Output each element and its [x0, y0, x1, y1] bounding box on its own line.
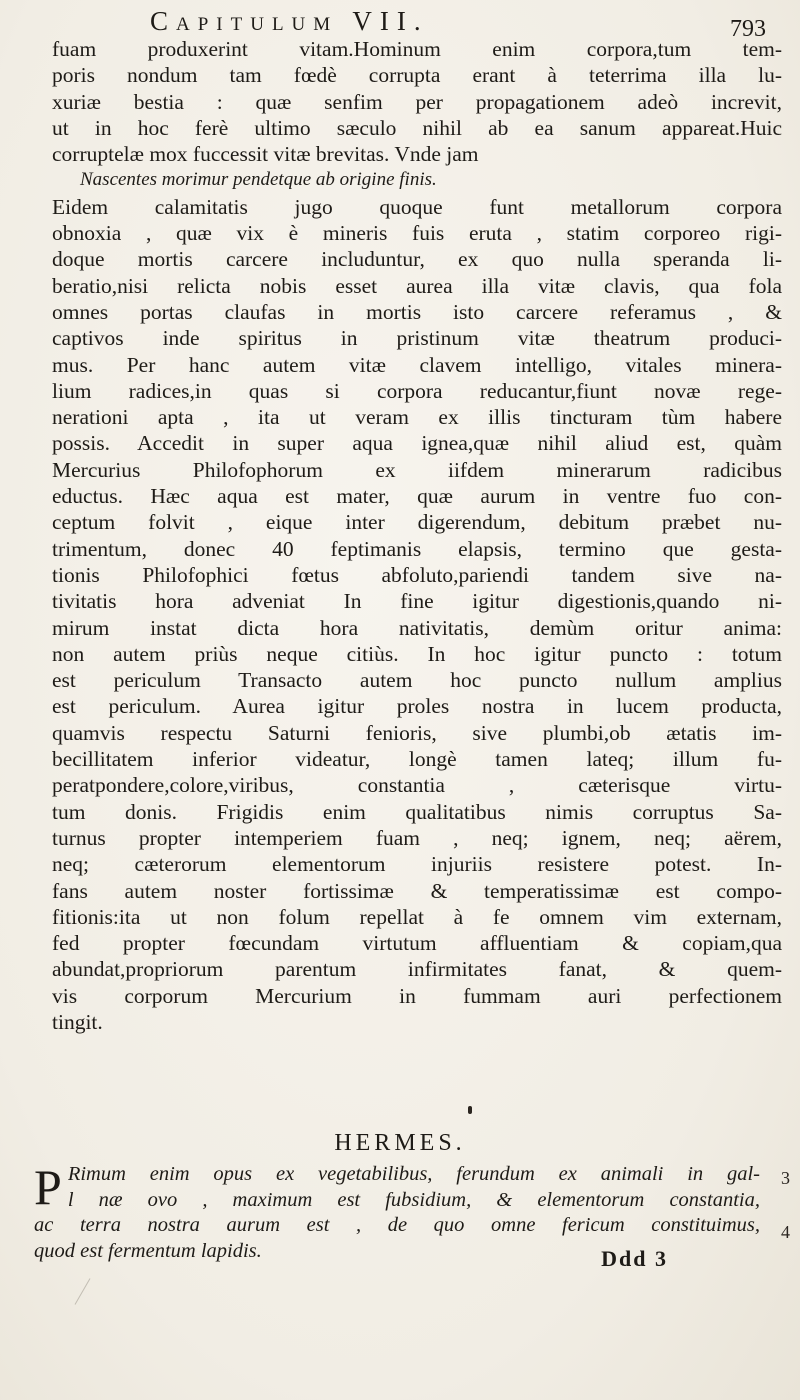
section-title: HERMES.	[334, 1130, 466, 1156]
text-line: becillitatem inferior videatur, longè tamen lateq; illum fu-	[52, 747, 782, 772]
text-line: neq; cæterorum elementorum injuriis resistere potest. In-	[52, 852, 782, 877]
text-line: mus. Per hanc autem vitæ clavem intelligo, vitales minera-	[52, 352, 782, 377]
text-line: tingit.	[52, 1009, 103, 1034]
text-line: est periculum. Aurea igitur proles nostra in lucem producta,	[52, 694, 782, 719]
ink-mark	[468, 1106, 472, 1114]
text-line: trimentum, donec 40 feptimanis elapsis, termino que gesta-	[52, 536, 782, 561]
text-line: lium radices,in quas si corpora reducantur,fiunt novæ rege-	[52, 378, 782, 403]
text-line: turnus propter intemperiem fuam , neq; ignem, neq; aërem,	[52, 825, 782, 850]
text-line: tum donis. Frigidis enim qualitatibus nimis corruptus Sa-	[52, 799, 782, 824]
text-line: obnoxia , quæ vix è mineris fuis eruta , statim corporeo rigi-	[52, 221, 782, 246]
signature-mark: Ddd 3	[601, 1246, 668, 1271]
text-line: fans autem noster fortissimæ & temperatissimæ est compo-	[52, 878, 782, 903]
text-line: omnes portas claufas in mortis isto carcere referamus , &	[52, 299, 782, 324]
text-line: corruptelæ mox fuccessit vitæ brevitas. Vnde jam	[52, 142, 479, 167]
text-line: poris nondum tam fœdè corrupta erant à teterrima illa lu-	[52, 63, 782, 88]
paper-crease	[75, 1278, 117, 1319]
text-line: possis. Accedit in super aqua ignea,quæ nihil aliud est, quàm	[52, 431, 782, 456]
text-line: fed propter fœcundam virtutum affluentiam & copiam,qua	[52, 931, 782, 956]
commentary-line: quod est fermentum lapidis.	[34, 1239, 262, 1262]
commentary-line: Rimum enim opus ex vegetabilibus, ferundum ex animali in gal-	[67, 1163, 760, 1185]
commentary-line: ac terra nostra aurum est , de quo omne fericum constituimus,	[34, 1214, 760, 1236]
text-line: captivos inde spiritus in pristinum vitæ theatrum produci-	[52, 326, 782, 351]
text-line: Mercurius Philofophorum ex iifdem minerarum radicibus	[52, 457, 782, 482]
text-line: quamvis respectu Saturni fenioris, sive plumbi,ob ætatis im-	[52, 720, 782, 745]
text-line: xuriæ bestia : quæ senfim per propagationem adeò increvit,	[52, 89, 782, 114]
page-header	[0, 6, 800, 40]
text-line: ceptum folvit , eique inter digerendum, debitum præbet nu-	[52, 510, 782, 535]
text-line: eductus. Hæc aqua est mater, quæ aurum in ventre fuo con-	[52, 484, 782, 509]
page-number: 793	[730, 16, 766, 42]
text-line: mirum instat dicta hora nativitatis, demùm oritur anima:	[52, 615, 782, 640]
text-line: nerationi apta , ita ut veram ex illis tincturam tùm habere	[52, 405, 782, 430]
text-line: fitionis:ita ut non folum repellat à fe omnem vim externam,	[52, 904, 782, 929]
main-text-block	[52, 36, 782, 1035]
margin-note: 4	[781, 1222, 790, 1242]
text-line: est periculum Transacto autem hoc puncto nullum amplius	[52, 668, 782, 693]
text-line: abundat,propriorum parentum infirmitates fanat, & quem-	[52, 957, 782, 982]
commentary-line: l næ ovo , maximum est fubsidium, & elementorum constantia,	[67, 1188, 760, 1211]
text-line: beratio,nisi relicta nobis esset aurea illa vitæ clavis, qua fola	[52, 273, 782, 298]
text-line: vis corporum Mercurium in fummam auri perfectionem	[52, 983, 782, 1008]
margin-note: 3	[781, 1168, 790, 1188]
text-line: tionis Philofophici fœtus abfoluto,pariendi tandem sive na-	[52, 562, 782, 587]
text-line: doque mortis carcere includuntur, ex quo nulla speranda li-	[52, 247, 782, 272]
text-line: fuam produxerint vitam.Hominum enim corpora,tum tem-	[52, 37, 782, 61]
text-line: Nascentes morimur pendetque ab origine finis.	[80, 169, 437, 191]
running-head: Capitulum VII.	[150, 6, 429, 36]
drop-cap: P	[34, 1159, 62, 1215]
text-line: Eidem calamitatis jugo quoque funt metallorum corpora	[52, 194, 782, 219]
text-line: peratpondere,colore,viribus, constantia , cæterisque virtu-	[52, 773, 782, 798]
text-line: ut in hoc ferè ultimo sæculo nihil ab ea sanum appareat.Huic	[52, 115, 782, 140]
text-line: non autem priùs neque citiùs. In hoc igitur puncto : totum	[52, 641, 782, 666]
text-line: tivitatis hora adveniat In fine igitur digestionis,quando ni-	[52, 589, 782, 614]
